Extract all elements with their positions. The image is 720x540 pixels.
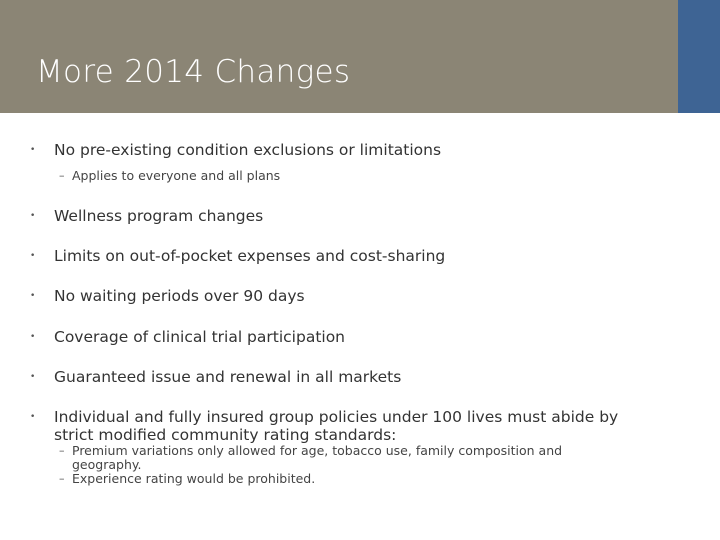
slide-title: More 2014 Changes <box>36 54 351 90</box>
bullet-dot-icon: • <box>30 412 36 422</box>
bullet-dot-icon: • <box>30 291 36 301</box>
bullet-text: Limits on out-of-pocket expenses and cost-sharing <box>54 247 446 265</box>
accent-bar <box>678 0 720 113</box>
dash-icon: – <box>59 444 65 457</box>
bullet-dot-icon: • <box>30 145 36 155</box>
bullet-text: Coverage of clinical trial participation <box>54 328 346 346</box>
bullet-text: Guaranteed issue and renewal in all markets <box>54 368 402 386</box>
bullet-text: No waiting periods over 90 days <box>54 287 305 305</box>
bullet-dot-icon: • <box>30 251 36 261</box>
bullet-text: Wellness program changes <box>54 207 264 225</box>
bullet-text: Individual and fully insured group policies under 100 lives must abide by strict modified community rating standards: <box>54 408 619 444</box>
bullet-dot-icon: • <box>30 332 36 342</box>
bullet-dot-icon: • <box>30 372 36 382</box>
sub-bullet-text: Applies to everyone and all plans <box>72 168 281 183</box>
sub-bullet-text: Experience rating would be prohibited. <box>72 471 316 486</box>
dash-icon: – <box>59 472 65 485</box>
bullet-text: No pre-existing condition exclusions or limitations <box>54 141 442 159</box>
bullet-dot-icon: • <box>30 211 36 221</box>
dash-icon: – <box>59 169 65 182</box>
sub-bullet-text: Premium variations only allowed for age, tobacco use, family composition and geography. <box>72 443 563 472</box>
